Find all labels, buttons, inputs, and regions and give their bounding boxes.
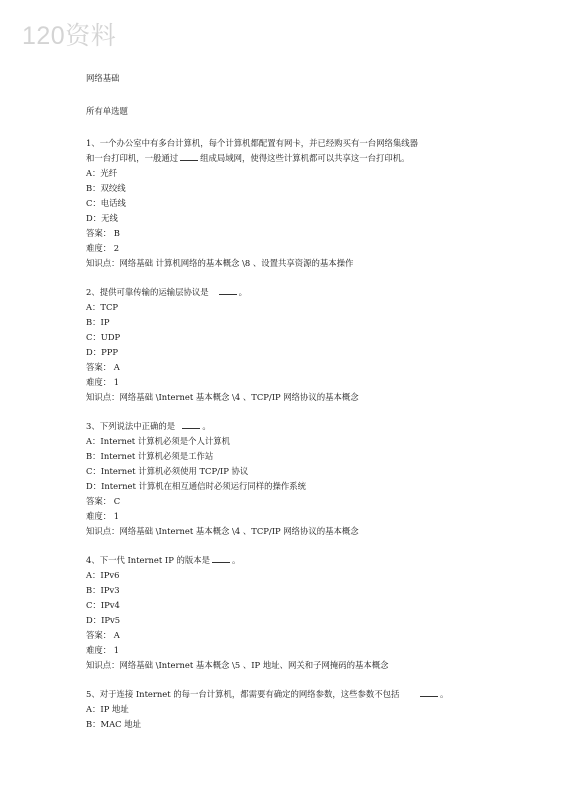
question-stem: 3、下列说法中正确的是 。: [86, 421, 211, 431]
option-b: B：双绞线: [86, 183, 126, 193]
knowledge-line: 知识点：网络基础 计算机网络的基本概念 \8 、设置共享资源的基本操作: [86, 258, 354, 268]
question-stem-cont: 和一台打印机，一般通过 组成局域网，使得这些计算机都可以共享这一台打印机。: [86, 153, 410, 163]
option-d: D：Internet 计算机在相互通信时必须运行同样的操作系统: [86, 481, 306, 491]
knowledge-line: 知识点：网络基础 \Internet 基本概念 \4 、TCP/IP 网络协议的基本概念: [86, 526, 359, 536]
answer-blank: [219, 285, 237, 295]
option-d: D：PPP: [86, 347, 118, 357]
knowledge-line: 知识点：网络基础 \Internet 基本概念 \5 、IP 地址、网关和子网掩码的基本概念: [86, 660, 389, 670]
option-b: B：MAC 地址: [86, 719, 141, 729]
option-a: A：IP 地址: [86, 704, 129, 714]
document-body: [86, 71, 526, 732]
question-stem: 2、提供可靠传输的运输层协议是 。: [86, 287, 247, 297]
option-a: A：TCP: [86, 302, 119, 312]
question-stem: 1、一个办公室中有多台计算机，每个计算机都配置有网卡，并已经购买有一台网络集线器: [86, 138, 418, 148]
question-5: [86, 687, 526, 732]
option-b: B：IP: [86, 317, 110, 327]
answer-blank: [212, 553, 230, 563]
question-3: [86, 419, 526, 539]
answer-line: 答案： B: [86, 228, 120, 238]
option-c: C：Internet 计算机必须使用 TCP/IP 协议: [86, 466, 249, 476]
question-stem: 5、对于连接 Internet 的每一台计算机，都需要有确定的网络参数，这些参数不包括 。: [86, 689, 449, 699]
answer-line: 答案： A: [86, 362, 120, 372]
answer-blank: [420, 687, 438, 697]
section-subtitle: 所有单选题: [86, 106, 128, 116]
option-d: D：IPv5: [86, 615, 121, 625]
option-b: B：IPv3: [86, 585, 120, 595]
difficulty-line: 难度： 1: [86, 511, 120, 521]
option-a: A：光纤: [86, 168, 118, 178]
difficulty-line: 难度： 1: [86, 645, 120, 655]
answer-line: 答案： C: [86, 496, 121, 506]
answer-blank: [180, 151, 198, 161]
option-a: A：IPv6: [86, 570, 120, 580]
doc-title: 网络基础: [86, 73, 120, 83]
option-a: A：Internet 计算机必须是个人计算机: [86, 436, 230, 446]
answer-line: 答案： A: [86, 630, 120, 640]
difficulty-line: 难度： 2: [86, 243, 120, 253]
question-1: [86, 136, 526, 271]
option-b: B：Internet 计算机必须是工作站: [86, 451, 214, 461]
option-c: C：IPv4: [86, 600, 120, 610]
question-2: [86, 285, 526, 405]
watermark-logo: 120资料: [22, 22, 117, 50]
question-4: [86, 553, 526, 673]
option-c: C：电话线: [86, 198, 126, 208]
difficulty-line: 难度： 1: [86, 377, 120, 387]
question-stem: 4、下一代 Internet IP 的版本是 。: [86, 555, 241, 565]
answer-blank: [182, 419, 200, 429]
option-d: D：无线: [86, 213, 118, 223]
option-c: C：UDP: [86, 332, 121, 342]
knowledge-line: 知识点：网络基础 \Internet 基本概念 \4 、TCP/IP 网络协议的基本概念: [86, 392, 359, 402]
